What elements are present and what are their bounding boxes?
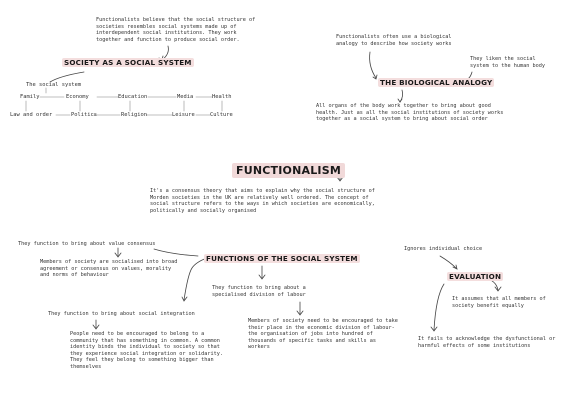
evaluation-point-dysfunction: It fails to acknowledge the dysfunctional or harmful effects of some institutions [418,336,556,349]
analogy-heading [378,78,494,87]
functions-heading-text: FUNCTIONS OF THE SOCIAL SYSTEM [206,254,358,263]
arrowhead [398,99,402,102]
arrow-value-link [154,249,198,256]
analogy-body: All organs of the body work together to bring about good health. Just as all the social institutions of society works together as a social system to bring about social order [316,103,504,123]
analogy-heading-text: THE BIOLOGICAL ANALOGY [380,78,493,87]
institution-leisure: Leisure [172,112,195,118]
institution-politics: Politics [71,112,97,118]
analogy-note: They liken the social system to the human body [470,56,545,69]
division-of-labour-label: They function to bring about a specialised division of labour [212,285,306,298]
social-system-root: The social system [26,82,82,88]
arrow-to-integration [184,258,207,300]
evaluation-point-benefit: It assumes that all members of society benefit equally [452,296,546,309]
arrow-analogy-intro [370,52,376,78]
connector-heading-to-system [50,72,84,82]
society-heading [62,58,194,67]
institution-religion: Religion [121,112,147,118]
functions-heading [204,254,360,263]
institution-education: Education [118,94,148,100]
arrow-eval-dysfunction [434,284,444,330]
institution-health: Health [212,94,232,100]
institution-economy: Economy [66,94,89,100]
evaluation-heading-text: EVALUATION [449,272,502,281]
society-heading-text: SOCIETY AS A SOCIAL SYSTEM [64,58,192,67]
arrow-eval-choice [440,256,456,268]
institution-media: Media [177,94,194,100]
integration-detail: People need to be encouraged to belong to a community that has something in common. A common identity binds the individual to society so that they experience social integration or solidarity. They feel they belong to something bigger than themselves [70,331,224,370]
analogy-intro: Functionalists often use a biological analogy to describe how society works [336,34,452,47]
society-description: Functionalists believe that the social structure of societies resembles social systems made up of interdependent social institutions. They work together and function to produce social order. [96,17,256,43]
institution-family: Family [20,94,40,100]
division-detail: Members of society need to be encouraged to take their place in the economic division of labour- the organisation of jobs into hundred of thousands of specific tasks and skills as workers [248,318,398,351]
evaluation-heading [447,272,503,281]
institution-law-and-order: Law and order [10,112,53,118]
institution-culture: Culture [210,112,233,118]
page-title-text: FUNCTIONALISM [232,163,345,178]
value-consensus-detail: Members of society are socialised into broad agreement or consensus on values, morality and norms of behaviour [40,259,178,279]
integration-label: They function to bring about social integration [48,311,195,317]
page-title [232,164,345,177]
evaluation-point-choice: Ignores individual choice [404,246,483,252]
functionalism-intro: It's a consensus theory that aims to explain why the social structure of Morden societies in the UK are relatively well ordered. The concept of social structure refers to the ways in which societies are economically, politically and socially organised [150,188,375,214]
value-consensus-label: They function to bring about value consensus [18,241,156,247]
